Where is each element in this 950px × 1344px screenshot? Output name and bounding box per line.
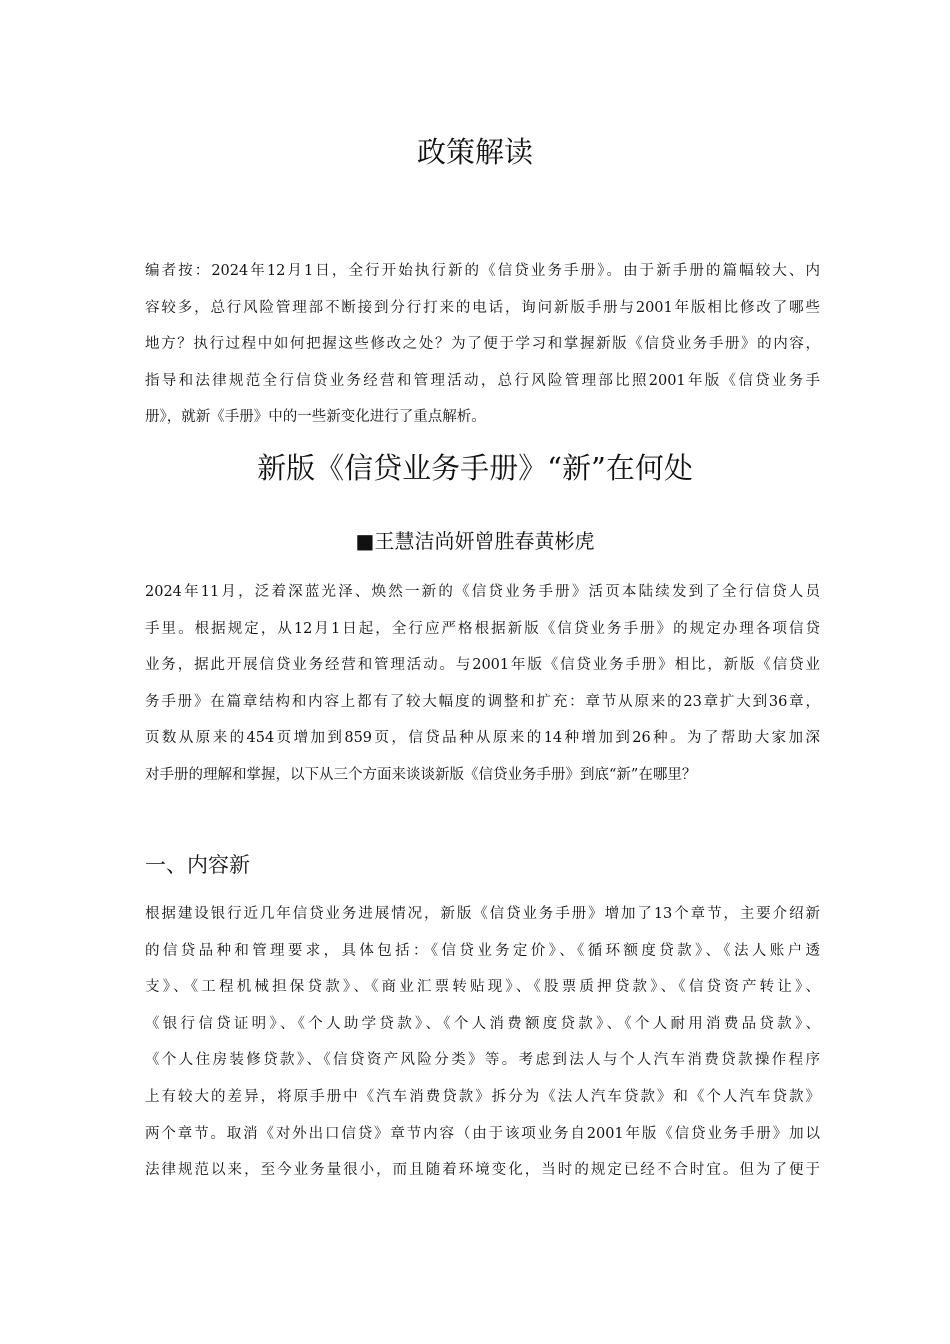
section-line: 法律规范以来，至今业务量很小，而且随着环境变化，当时的规定已经不合时宜。但为了便于 [145,1162,820,1179]
article-title: 新版《信贷业务手册》“新”在何处 [257,451,693,485]
editor-note-line: 编者按：2024年12月1日，全行开始执行新的《信贷业务手册》。由于新手册的篇幅较大、内 [145,263,820,279]
intro-line: 对手册的理解和掌握，以下从三个方面来谈谈新版《信贷业务手册》到底“新”在哪里？ [145,766,697,783]
editor-note [145,253,820,436]
section-line: 《个人住房装修贷款》、《信贷资产风险分类》等。考虑到法人与个人汽车消费贷款操作程序 [145,1052,820,1069]
intro-line: 务手册》在篇章结构和内容上都有了较大幅度的调整和扩充：章节从原来的23章扩大到36章， [145,693,820,710]
editor-note-line: 册》，就新《手册》中的一些新变化进行了重点解析。 [145,409,486,426]
section-heading: 一、内容新 [145,853,250,877]
editor-note-line: 地方？执行过程中如何把握这些修改之处？为了便于学习和掌握新版《信贷业务手册》的内容， [145,336,820,353]
intro-paragraph [145,574,820,794]
intro-line: 2024年11月，泛着深蓝光泽、焕然一新的《信贷业务手册》活页本陆续发到了全行信贷人员 [145,584,820,600]
section-line: 《银行信贷证明》、《个人助学贷款》、《个人消费额度贷款》、《个人耐用消费品贷款》、 [145,1015,820,1032]
editor-note-line: 容较多，总行风险管理部不断接到分行打来的电话，询问新版手册与2001年版相比修改了哪些 [145,299,820,316]
section-line: 的信贷品种和管理要求，具体包括：《信贷业务定价》、《循环额度贷款》、《法人账户透 [145,942,820,959]
section-line: 上有较大的差异，将原手册中《汽车消费贷款》拆分为《法人汽车贷款》和《个人汽车贷款》 [145,1088,820,1105]
editor-note-line: 指导和法律规范全行信贷业务经营和管理活动，总行风险管理部比照2001年版《信贷业务手 [145,372,820,389]
section-line: 根据建设银行近几年信贷业务进展情况，新版《信贷业务手册》增加了13个章节，主要介绍新 [145,906,820,922]
intro-line: 页数从原来的454页增加到859页，信贷品种从原来的14种增加到26种。为了帮助大家加深 [145,730,820,747]
intro-line: 业务，据此开展信贷业务经营和管理活动。与2001年版《信贷业务手册》相比，新版《信贷业 [145,657,820,674]
intro-line: 手里。根据规定，从12月1日起，全行应严格根据新版《信贷业务手册》的规定办理各项信贷 [145,620,820,637]
author-byline: ■王慧洁尚妍曾胜春黄彬虎 [355,529,595,553]
section-line: 两个章节。取消《对外出口信贷》章节内容（由于该项业务自2001年版《信贷业务手册》加以 [145,1125,820,1142]
section-body-paragraph [145,896,820,1189]
header-title: 政策解读 [416,135,533,169]
section-line: 支》、《工程机械担保贷款》、《商业汇票转贴现》、《股票质押贷款》、《信贷资产转让》、 [145,979,820,996]
